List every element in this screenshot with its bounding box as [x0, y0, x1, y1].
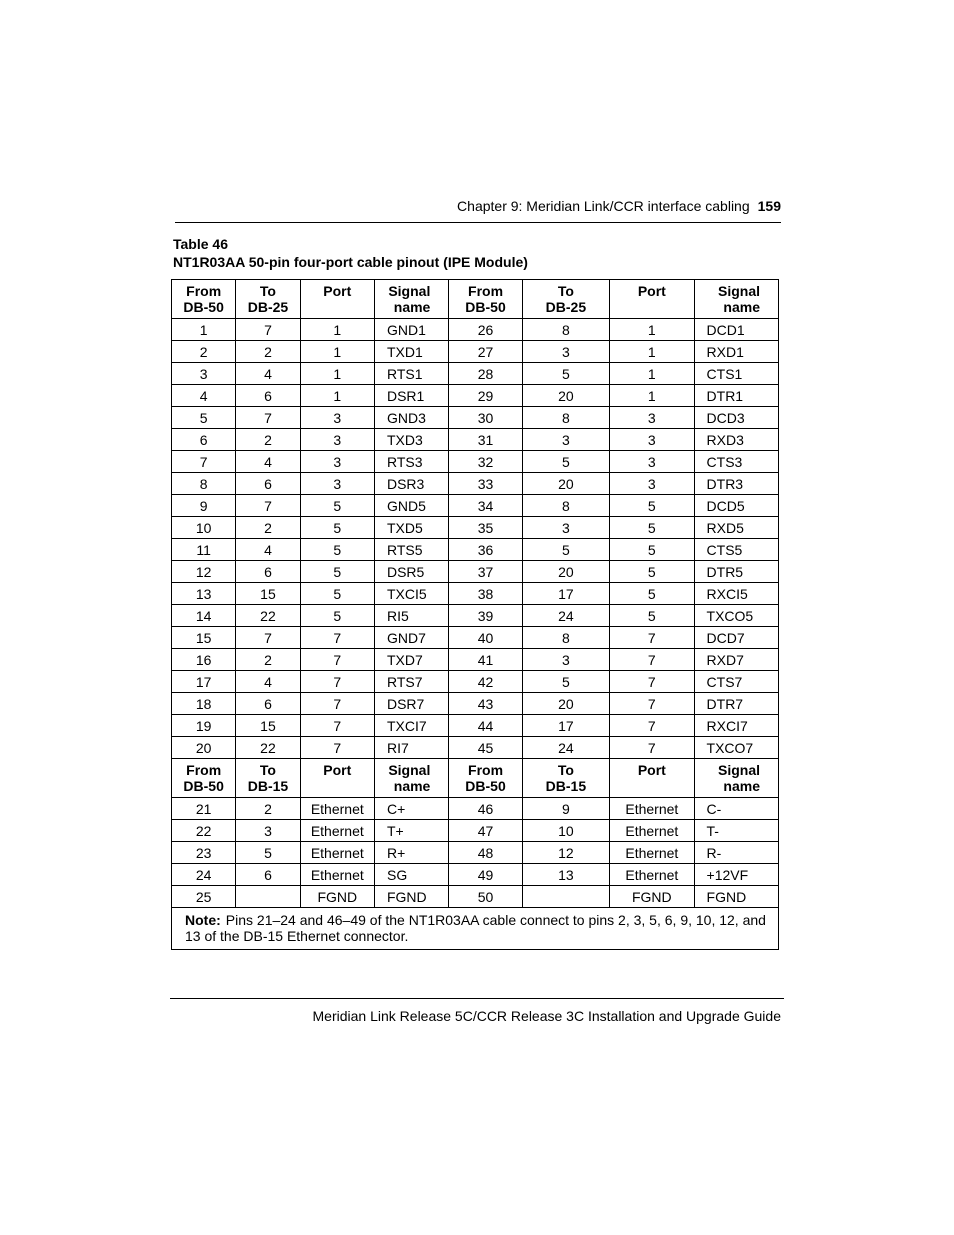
column-header-line: name [723, 299, 760, 315]
table-cell: 5 [610, 605, 694, 627]
column-header-line: From [468, 283, 504, 299]
table-cell: RI5 [374, 605, 448, 627]
table-cell: RXD1 [694, 341, 778, 363]
table-cell: 22 [172, 820, 236, 842]
table-cell: 4 [236, 671, 300, 693]
table-cell: 5 [610, 561, 694, 583]
table-cell: CTS5 [694, 539, 778, 561]
table-cell: 17 [522, 715, 609, 737]
table-cell: 6 [236, 473, 300, 495]
table-cell: 7 [610, 627, 694, 649]
table-cell: RI7 [374, 737, 448, 759]
table-cell: 24 [172, 864, 236, 886]
note-text: Pins 21–24 and 46–49 of the NT1R03AA cable connect to pins 2, 3, 5, 6, 9, 10, 12, and 13 of the DB-15 Ethernet connector. [185, 912, 766, 944]
column-header-line: Port [323, 762, 352, 778]
table-cell: 26 [449, 319, 522, 341]
table-cell: 2 [236, 517, 300, 539]
table-cell: 7 [300, 737, 374, 759]
table-cell: 20 [172, 737, 236, 759]
table-cell: 39 [449, 605, 522, 627]
table-cell: 44 [449, 715, 522, 737]
table-cell: 5 [522, 451, 609, 473]
table-title: NT1R03AA 50-pin four-port cable pinout (IPE Module) [173, 254, 528, 270]
column-header [236, 280, 300, 319]
table-cell: 7 [236, 407, 300, 429]
table-cell: GND5 [374, 495, 448, 517]
table-cell: 7 [172, 451, 236, 473]
table-cell: 11 [172, 539, 236, 561]
table-cell: FGND [610, 886, 694, 908]
column-header [236, 759, 300, 798]
column-header [694, 280, 778, 319]
table-caption [173, 235, 528, 271]
table-cell: Ethernet [300, 842, 374, 864]
table-cell: 3 [300, 451, 374, 473]
table-cell: 2 [236, 649, 300, 671]
table-cell: 8 [522, 627, 609, 649]
table-cell: 3 [300, 429, 374, 451]
table-cell: 14 [172, 605, 236, 627]
table-cell: C+ [374, 798, 448, 820]
table-cell: Ethernet [610, 820, 694, 842]
table-cell: 45 [449, 737, 522, 759]
table-cell: 48 [449, 842, 522, 864]
table-row [172, 385, 779, 407]
table-cell: 5 [300, 583, 374, 605]
table-cell: 3 [610, 451, 694, 473]
column-header [172, 759, 236, 798]
table-cell: 6 [172, 429, 236, 451]
table-cell: R- [694, 842, 778, 864]
table-cell: DCD7 [694, 627, 778, 649]
table-cell: 25 [172, 886, 236, 908]
table-row [172, 671, 779, 693]
table-cell: 3 [522, 649, 609, 671]
table-cell: 12 [172, 561, 236, 583]
table-cell: DCD5 [694, 495, 778, 517]
column-header-line: DB-25 [545, 299, 587, 315]
table-cell: 42 [449, 671, 522, 693]
table-cell: CTS3 [694, 451, 778, 473]
table-cell: CTS7 [694, 671, 778, 693]
table-cell: RTS7 [374, 671, 448, 693]
table-row [172, 693, 779, 715]
table-row [172, 649, 779, 671]
table-cell: 38 [449, 583, 522, 605]
table-cell: 29 [449, 385, 522, 407]
table-cell: 5 [610, 583, 694, 605]
table-cell: 7 [300, 649, 374, 671]
column-header [300, 759, 374, 798]
table-cell: TXCO7 [694, 737, 778, 759]
table-cell: GND7 [374, 627, 448, 649]
table-header-row [172, 280, 779, 319]
column-header [449, 280, 522, 319]
column-header-line: Signal [717, 283, 760, 299]
table-cell: 15 [236, 583, 300, 605]
table-cell: 30 [449, 407, 522, 429]
table-cell: T+ [374, 820, 448, 842]
table-cell: Ethernet [300, 820, 374, 842]
column-header-line: DB-15 [545, 778, 587, 794]
table-cell: 22 [236, 737, 300, 759]
table-cell: 5 [610, 495, 694, 517]
column-header-line: name [393, 778, 431, 794]
column-header-line: DB-50 [465, 778, 506, 794]
table-cell: 7 [300, 715, 374, 737]
column-header [610, 280, 694, 319]
column-header [610, 759, 694, 798]
table-cell: 36 [449, 539, 522, 561]
table-row [172, 605, 779, 627]
pinout-table [171, 279, 779, 950]
table-cell: RTS3 [374, 451, 448, 473]
table-cell: 20 [522, 385, 609, 407]
table-row [172, 429, 779, 451]
table-cell: 20 [522, 693, 609, 715]
table-cell: 3 [610, 473, 694, 495]
table-cell: DTR1 [694, 385, 778, 407]
table-cell: +12VF [694, 864, 778, 886]
column-header-line: name [723, 778, 760, 794]
table-cell: Ethernet [610, 864, 694, 886]
table-cell: 1 [300, 385, 374, 407]
table-cell: 33 [449, 473, 522, 495]
table-cell: 5 [300, 561, 374, 583]
table-cell: R+ [374, 842, 448, 864]
table-row [172, 473, 779, 495]
table-cell: 7 [610, 737, 694, 759]
table-cell: 5 [610, 517, 694, 539]
table-row [172, 407, 779, 429]
table-cell: 43 [449, 693, 522, 715]
table-cell: 3 [610, 407, 694, 429]
table-cell: 9 [172, 495, 236, 517]
column-header-line: To [259, 283, 276, 299]
note-row [172, 908, 779, 950]
table-cell: 7 [610, 649, 694, 671]
column-header-line: From [186, 283, 222, 299]
table-cell: 24 [522, 605, 609, 627]
note-label: Note: [185, 912, 221, 928]
table-cell: 10 [522, 820, 609, 842]
table-cell: GND3 [374, 407, 448, 429]
table-cell: 32 [449, 451, 522, 473]
table-cell: 16 [172, 649, 236, 671]
table-cell: SG [374, 864, 448, 886]
column-header-line: Port [323, 283, 352, 299]
table-row [172, 341, 779, 363]
table-cell: RXD7 [694, 649, 778, 671]
table-cell: 6 [236, 864, 300, 886]
table-cell: FGND [694, 886, 778, 908]
table-cell: 4 [236, 363, 300, 385]
table-cell: 5 [172, 407, 236, 429]
table-cell: RXCI7 [694, 715, 778, 737]
table-cell: 8 [522, 319, 609, 341]
table-cell: Ethernet [300, 864, 374, 886]
column-header-line: To [259, 762, 276, 778]
table-cell: RXCI5 [694, 583, 778, 605]
table-cell: 28 [449, 363, 522, 385]
table-cell: 12 [522, 842, 609, 864]
table-cell: C- [694, 798, 778, 820]
table-cell: 47 [449, 820, 522, 842]
table-cell: 7 [300, 693, 374, 715]
table-cell: 6 [236, 385, 300, 407]
table-cell: T- [694, 820, 778, 842]
table-cell: 35 [449, 517, 522, 539]
table-cell: 5 [300, 539, 374, 561]
table-row [172, 842, 779, 864]
table-cell: TXD1 [374, 341, 448, 363]
table-cell: TXCI5 [374, 583, 448, 605]
table-row [172, 737, 779, 759]
table-cell: DSR5 [374, 561, 448, 583]
table-row [172, 319, 779, 341]
column-header-line: From [186, 762, 222, 778]
table-cell: DCD1 [694, 319, 778, 341]
table-cell: 4 [236, 539, 300, 561]
column-header-line: DB-50 [183, 299, 224, 315]
table-cell: GND1 [374, 319, 448, 341]
table-cell: TXD5 [374, 517, 448, 539]
table-row [172, 363, 779, 385]
table-cell: DSR1 [374, 385, 448, 407]
table-cell: 2 [236, 429, 300, 451]
table-row [172, 517, 779, 539]
table-cell: 5 [522, 363, 609, 385]
table-cell: 1 [610, 385, 694, 407]
column-header-line: DB-50 [465, 299, 506, 315]
column-header-line: DB-15 [247, 778, 289, 794]
table-cell: 22 [236, 605, 300, 627]
table-cell: 8 [522, 495, 609, 517]
table-cell: 1 [172, 319, 236, 341]
table-cell: DSR7 [374, 693, 448, 715]
table-cell: 1 [300, 319, 374, 341]
column-header-line: Signal [388, 762, 431, 778]
table-cell: 15 [172, 627, 236, 649]
table-row [172, 715, 779, 737]
column-header [449, 759, 522, 798]
table-cell: 50 [449, 886, 522, 908]
table-cell: DTR3 [694, 473, 778, 495]
column-header-line: Port [637, 762, 666, 778]
table-cell [522, 886, 609, 908]
table-cell [236, 886, 300, 908]
table-cell: 8 [522, 407, 609, 429]
table-cell: 23 [172, 842, 236, 864]
table-cell: TXCO5 [694, 605, 778, 627]
table-cell: 3 [300, 407, 374, 429]
table-cell: 7 [610, 693, 694, 715]
table-number: Table 46 [173, 236, 228, 252]
column-header [374, 280, 448, 319]
column-header-line: From [468, 762, 504, 778]
table-cell: FGND [374, 886, 448, 908]
column-header-line: name [393, 299, 431, 315]
table-cell: 5 [300, 495, 374, 517]
table-cell: RTS1 [374, 363, 448, 385]
page-number: 159 [757, 198, 781, 214]
table-cell: 10 [172, 517, 236, 539]
table-header-row [172, 759, 779, 798]
table-cell: 49 [449, 864, 522, 886]
table-row [172, 561, 779, 583]
column-header [522, 759, 609, 798]
table-cell: 27 [449, 341, 522, 363]
table-cell: 3 [300, 473, 374, 495]
column-header-line: DB-25 [247, 299, 289, 315]
table-cell: 5 [522, 671, 609, 693]
table-cell: 31 [449, 429, 522, 451]
table-cell: Ethernet [610, 842, 694, 864]
table-cell: CTS1 [694, 363, 778, 385]
column-header [374, 759, 448, 798]
table-cell: 1 [610, 363, 694, 385]
table-row [172, 627, 779, 649]
column-header [694, 759, 778, 798]
table-cell: 20 [522, 473, 609, 495]
table-cell: 1 [300, 341, 374, 363]
table-cell: 3 [522, 429, 609, 451]
table-cell: TXD3 [374, 429, 448, 451]
table-cell: 7 [300, 671, 374, 693]
table-cell: 7 [236, 627, 300, 649]
table-row [172, 495, 779, 517]
table-cell: TXCI7 [374, 715, 448, 737]
table-cell: RTS5 [374, 539, 448, 561]
table-cell: 4 [172, 385, 236, 407]
table-cell: 18 [172, 693, 236, 715]
table-row [172, 539, 779, 561]
table-cell: 24 [522, 737, 609, 759]
table-cell: FGND [300, 886, 374, 908]
table-cell: 2 [236, 798, 300, 820]
table-note [172, 908, 779, 950]
table-cell: 13 [172, 583, 236, 605]
table-cell: 3 [610, 429, 694, 451]
table-cell: 4 [236, 451, 300, 473]
table-cell: 1 [610, 341, 694, 363]
table-cell: 7 [236, 319, 300, 341]
table-cell: 3 [522, 341, 609, 363]
running-header [175, 198, 781, 223]
column-header-line: Signal [717, 762, 760, 778]
table-cell: DSR3 [374, 473, 448, 495]
column-header [522, 280, 609, 319]
table-row [172, 820, 779, 842]
column-header-line: DB-50 [183, 778, 224, 794]
table-cell: 1 [300, 363, 374, 385]
table-cell: 5 [300, 517, 374, 539]
table-cell: 3 [522, 517, 609, 539]
table-cell: 8 [172, 473, 236, 495]
table-cell: 2 [172, 341, 236, 363]
table-cell: RXD5 [694, 517, 778, 539]
table-cell: TXD7 [374, 649, 448, 671]
column-header [172, 280, 236, 319]
table-cell: 6 [236, 693, 300, 715]
table-cell: 40 [449, 627, 522, 649]
column-header-line: To [557, 762, 574, 778]
table-cell: 9 [522, 798, 609, 820]
table-cell: 41 [449, 649, 522, 671]
table-cell: DTR7 [694, 693, 778, 715]
table-cell: 1 [610, 319, 694, 341]
table-cell: Ethernet [610, 798, 694, 820]
table-cell: 46 [449, 798, 522, 820]
table-cell: 7 [300, 627, 374, 649]
table-cell: 7 [610, 715, 694, 737]
table-cell: 37 [449, 561, 522, 583]
column-header-line: To [557, 283, 574, 299]
table-cell: 7 [236, 495, 300, 517]
table-cell: 19 [172, 715, 236, 737]
table-row [172, 798, 779, 820]
table-cell: 3 [172, 363, 236, 385]
table-cell: RXD3 [694, 429, 778, 451]
table-cell: 6 [236, 561, 300, 583]
running-footer [170, 998, 784, 1024]
table-cell: 2 [236, 341, 300, 363]
table-cell: 17 [172, 671, 236, 693]
table-cell: DTR5 [694, 561, 778, 583]
table-row [172, 864, 779, 886]
table-cell: 5 [236, 842, 300, 864]
table-cell: DCD3 [694, 407, 778, 429]
table-cell: 20 [522, 561, 609, 583]
table-row [172, 451, 779, 473]
table-cell: 15 [236, 715, 300, 737]
table-row [172, 886, 779, 908]
guide-title: Meridian Link Release 5C/CCR Release 3C Installation and Upgrade Guide [312, 1008, 781, 1024]
table-cell: 13 [522, 864, 609, 886]
table-cell: 5 [300, 605, 374, 627]
table-cell: 3 [236, 820, 300, 842]
table-cell: Ethernet [300, 798, 374, 820]
table-cell: 7 [610, 671, 694, 693]
column-header-line: Signal [388, 283, 431, 299]
table-cell: 21 [172, 798, 236, 820]
table-cell: 17 [522, 583, 609, 605]
chapter-title: Chapter 9: Meridian Link/CCR interface cabling [457, 198, 750, 214]
table-row [172, 583, 779, 605]
column-header-line: Port [637, 283, 666, 299]
table-cell: 5 [610, 539, 694, 561]
table-cell: 34 [449, 495, 522, 517]
column-header [300, 280, 374, 319]
table-cell: 5 [522, 539, 609, 561]
